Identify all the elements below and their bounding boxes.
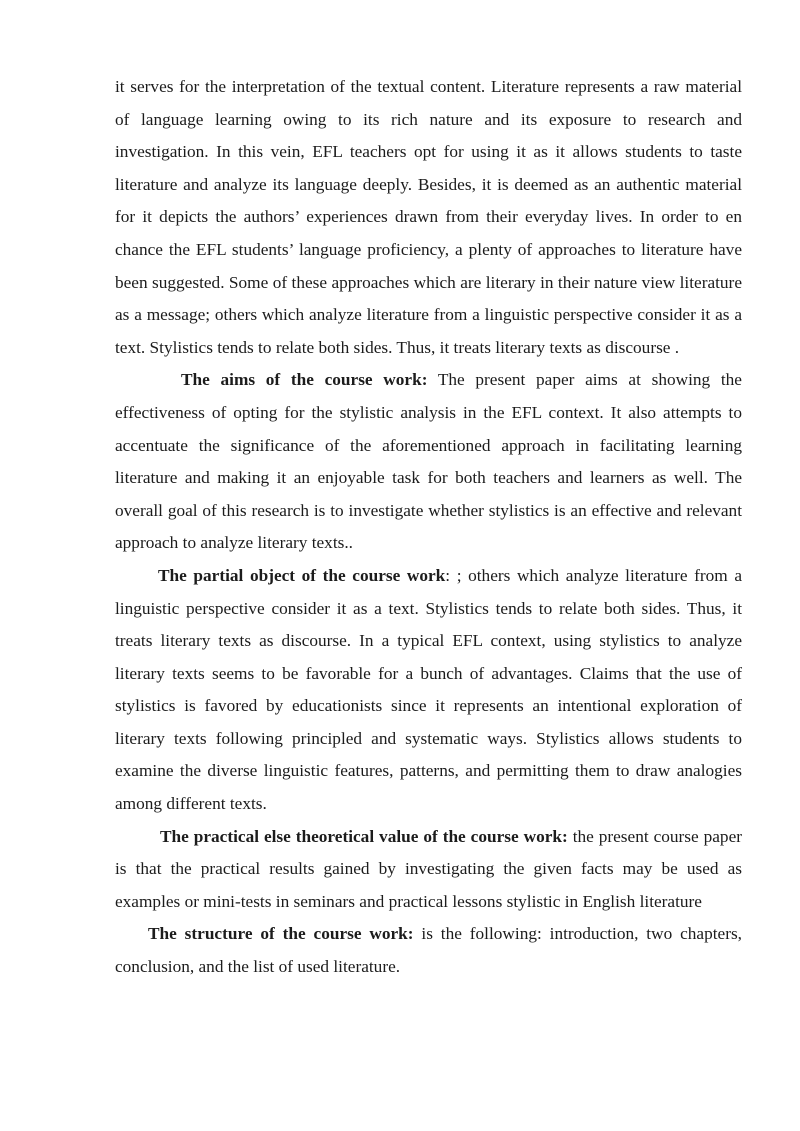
intro-text: it serves for the interpretation of the textual content. Literature represents a raw material of language learning owing to its rich nature and its exposure to research and investigation. In this vein, EFL teachers opt for using it as it allows students to taste literature and analyze its language deeply. Besides, it is deemed as an authentic material for it depicts the authors’ experiences drawn from their everyday lives. In order to en chance the EFL students’ language proficiency, a plenty of approaches to literature have been suggested. Some of these approaches which are literary in their nature view literature as a message; others which analyze literature from a linguistic perspective consider it as a text. Stylistics tends to relate both sides. Thus, it treats literary texts as discourse . bbox=[115, 77, 742, 357]
partial-object-paragraph bbox=[115, 560, 742, 821]
document-page bbox=[115, 71, 742, 984]
practical-value-text: the present course paper is that the practical results gained by investigating the given facts may be used as examples or mini-tests in seminars and practical lessons stylistic in English literature bbox=[115, 826, 742, 911]
aims-heading: The aims of the course work: bbox=[181, 370, 428, 390]
aims-text: The present paper aims at showing the effectiveness of opting for the stylistic analysis in the EFL context. It also attempts to accentuate the significance of the aforementioned approach in facilitating learning literature and making it an enjoyable task for both teachers and learners as well. The overall goal of this research is to investigate whether stylistics is an effective and relevant approach to analyze literary texts.. bbox=[115, 370, 742, 553]
practical-value-heading: The practical else theoretical value of the course work: bbox=[160, 826, 568, 846]
aims-paragraph bbox=[115, 364, 742, 560]
intro-paragraph bbox=[115, 71, 742, 364]
partial-object-text: : ; others which analyze literature from a linguistic perspective consider it as a text. Stylistics tends to relate both sides. Thus, it treats literary texts as discourse. In a typical EFL context, using stylistics to analyze literary texts seems to be favorable for a bunch of advantages. Claims that the use of stylistics is favored by educationists since it represents an intentional exploration of literary texts following principled and systematic ways. Stylistics allows students to examine the diverse linguistic features, patterns, and permitting them to draw analogies among different texts. bbox=[115, 565, 743, 814]
structure-heading: The structure of the course work: bbox=[148, 924, 414, 944]
practical-value-paragraph bbox=[115, 821, 742, 919]
partial-object-heading: The partial object of the course work bbox=[158, 565, 446, 585]
structure-text: is the following: introduction, two chapters, conclusion, and the list of used literature. bbox=[115, 924, 742, 977]
structure-paragraph bbox=[115, 918, 742, 983]
